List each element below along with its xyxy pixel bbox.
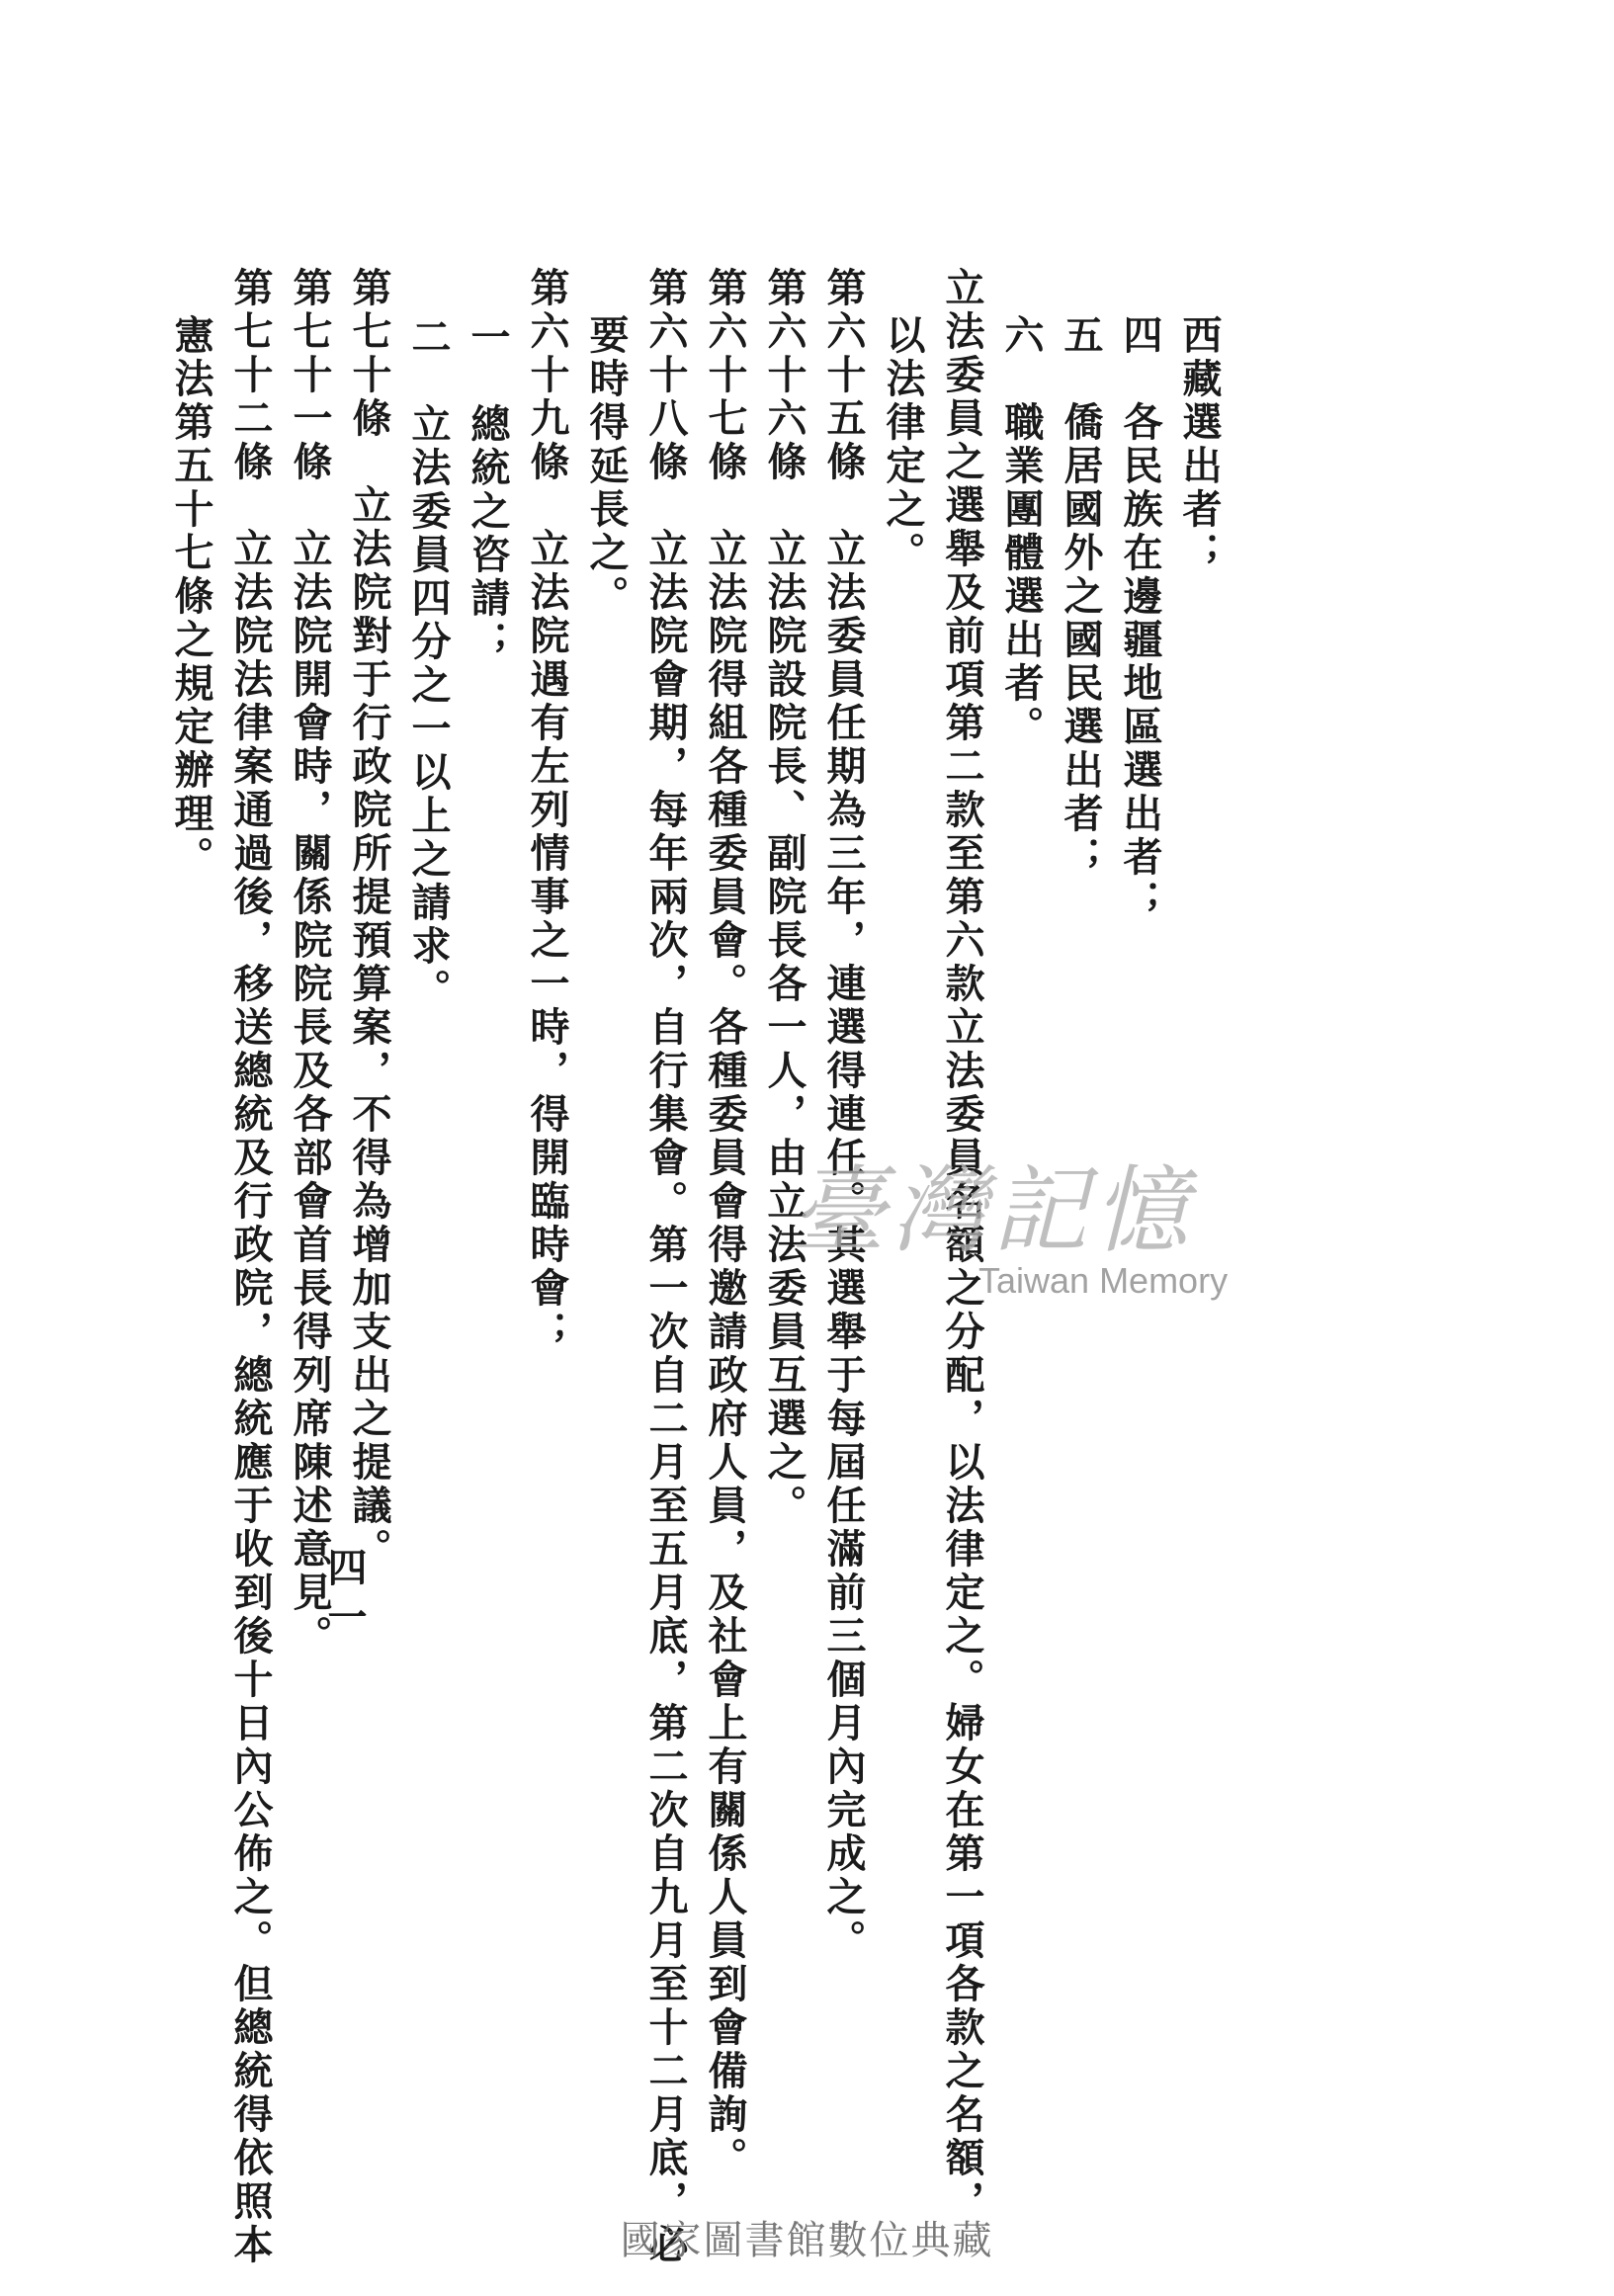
continuation-line: 憲法第五十七條之規定辦理。	[168, 314, 214, 880]
page-number: 四一	[321, 1547, 368, 1646]
article-line: 第七十一條 立法院開會時，關係院院長及各部會首長得列席陳述意見。	[287, 267, 333, 1658]
watermark-chinese: 臺灣記憶	[791, 1155, 1194, 1266]
item-line: 一 總統之咨請；	[465, 316, 511, 664]
article-line: 第七十條 立法院對于行政院所提預算案，不得為增加支出之提議。	[346, 267, 392, 1572]
item-line: 四 各民族在邊疆地區選出者；	[1117, 314, 1163, 923]
footer-credit: 國家圖書館數位典藏	[620, 2218, 994, 2263]
article-line: 第六十七條 立法院得組各種委員會。各種委員會得邀請政府人員，及社會上有關係人員到會備詢。	[702, 267, 748, 2180]
item-line: 二 立法委員四分之一以上之請求。	[405, 316, 452, 1012]
continuation-line: 要時得延長之。	[583, 314, 630, 619]
article-line: 第六十五條 立法委員任期為三年，連選得連任。其選舉于每屆任滿前三個月內完成之。	[820, 267, 867, 1963]
article-line: 第七十二條 立法院法律案通過後，移送總統及行政院，總統應于收到後十日內公佈之。但總統得依照本	[227, 267, 274, 2267]
article-line: 第六十九條 立法院遇有左列情事之一時，得開臨時會；	[524, 267, 570, 1354]
item-line: 六 職業團體選出者。	[998, 314, 1045, 749]
continuation-line: 以法律定之。	[880, 314, 926, 575]
watermark-english: Taiwan Memory	[978, 1260, 1229, 1301]
item-line: 西藏選出者；	[1176, 314, 1223, 575]
article-line: 第六十六條 立法院設院長、副院長各一人，由立法委員互選之。	[761, 267, 807, 1528]
item-line: 立法委員之選舉及前項第二款至第六款立法委員名額之分配，以法律定之。婦女在第一項各款之名額，	[939, 267, 985, 2224]
item-line: 五 僑居國外之國民選出者；	[1058, 314, 1104, 880]
article-line: 第六十八條 立法院會期，每年兩次，自行集會。第一次自二月至五月底，第二次自九月至十二月底，必	[642, 267, 689, 2267]
